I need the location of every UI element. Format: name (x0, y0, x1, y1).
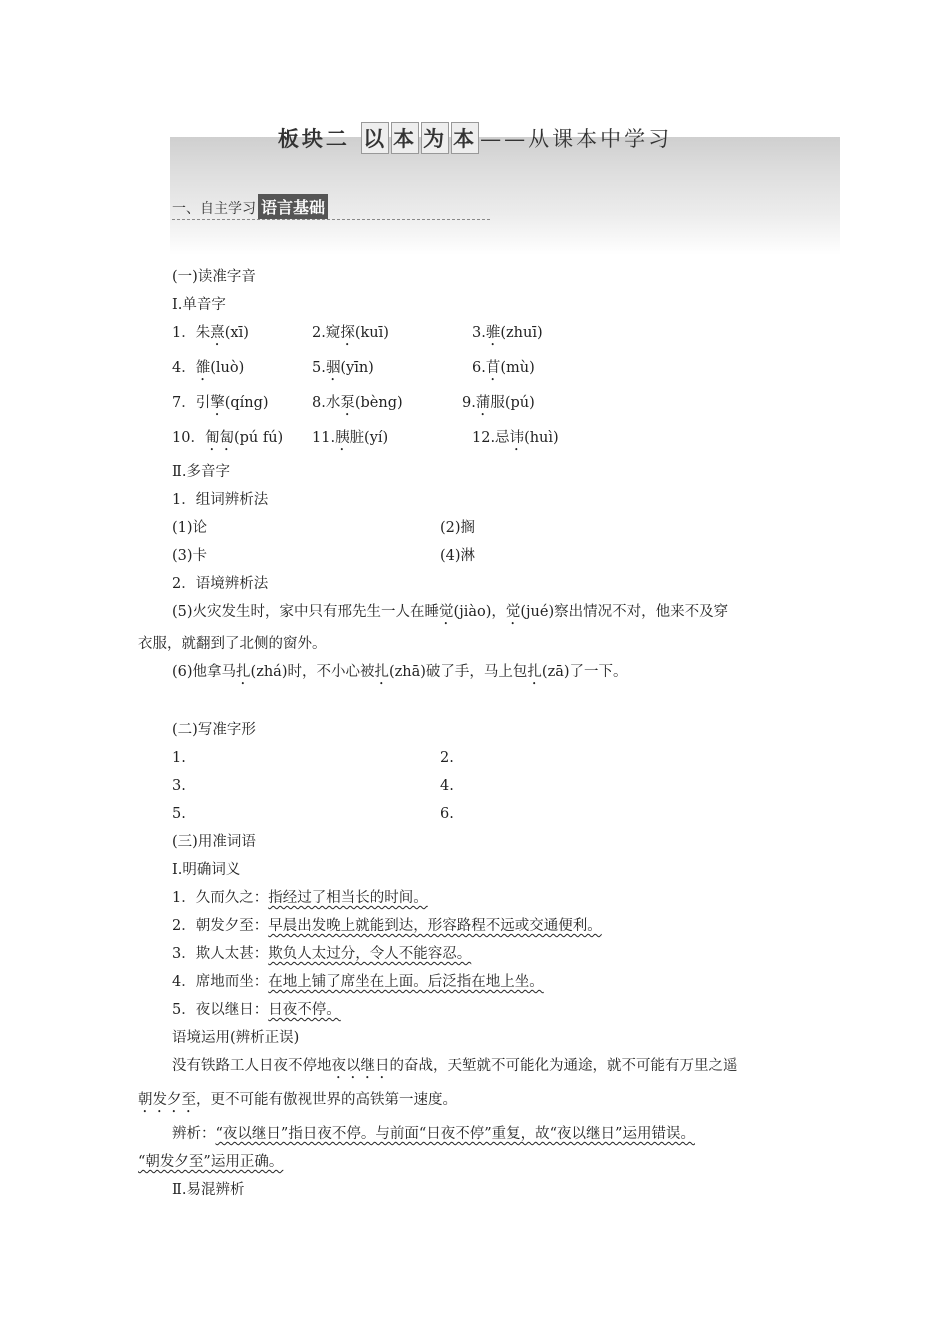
subheading-confusables: Ⅱ.易混辨析 (172, 1182, 245, 1198)
pron-item: 6.苜(mù) (472, 360, 535, 376)
blank-item: 3. (172, 778, 186, 794)
blank-item: 5. (172, 806, 186, 822)
blank-item: 2. (440, 750, 454, 766)
pron-item: 7．引擎(qíng) (172, 395, 269, 411)
definition-item: 4．席地而坐：在地上铺了席坐在上面。后泛指在地上坐。 (172, 974, 544, 990)
word-item: (4)淋 (440, 548, 476, 564)
pron-item: 2.窥探(kuī) (312, 325, 389, 341)
subheading-meaning: Ⅰ.明确词义 (172, 862, 241, 878)
heading-words: (三)用准词语 (172, 834, 256, 850)
definition-item: 3．欺人太甚：欺负人太过分，令人不能容忍。 (172, 946, 472, 962)
heading-pronunciation: (一)读准字音 (172, 269, 256, 285)
context-sentence-6: (6)他拿马扎(zhá)时，不小心被扎(zhā)破了手，马上包扎(zā)了一下。 (172, 664, 628, 680)
context-sentence-5: (5)火灾发生时，家中只有邢先生一人在睡觉(jiào)，觉(jué)察出情况不对，他来不及穿 (172, 604, 729, 620)
usage-sentence-cont: 朝发夕至，更不可能有傲视世界的高铁第一速度。 (138, 1092, 457, 1108)
pron-item: 12.忌讳(huì) (472, 430, 559, 446)
subheading-single: Ⅰ.单音字 (172, 297, 226, 313)
pron-item: 11.胰脏(yí) (312, 430, 389, 446)
pron-item: 5.骃(yīn) (312, 360, 374, 376)
word-item: (1)论 (172, 520, 208, 536)
subheading-multi: Ⅱ.多音字 (172, 464, 230, 480)
usage-sentence: 没有铁路工人日夜不停地夜以继日的奋战，天堑就不可能化为通途，就不可能有万里之遥 (172, 1058, 738, 1074)
usage-heading: 语境运用(辨析正误) (172, 1030, 300, 1046)
section-tag: 语言基础 (258, 194, 328, 219)
definition-item: 1．久而久之：指经过了相当长的时间。 (172, 890, 428, 906)
heading-characters: (二)写准字形 (172, 722, 256, 738)
blank-item: 4. (440, 778, 454, 794)
pron-item: 8.水泵(bèng) (312, 395, 403, 411)
analysis: 辨析：“夜以继日”指日夜不停。与前面“日夜不停”重复，故“夜以继日”运用错误。 (172, 1126, 695, 1142)
definition-item: 2．朝发夕至：早晨出发晚上就能到达，形容路程不远或交通便利。 (172, 918, 602, 934)
page-title: 板块二 以 本 为 本 ——从课本中学习 (0, 122, 950, 154)
pron-item: 4．雒(luò) (172, 360, 245, 376)
definition-item: 5．夜以继日：日夜不停。 (172, 1002, 341, 1018)
pron-item: 1．朱熹(xī) (172, 325, 249, 341)
word-item: (3)卡 (172, 548, 208, 564)
method-1: 1．组词辨析法 (172, 492, 269, 508)
word-item: (2)搁 (440, 520, 476, 536)
method-2: 2．语境辨析法 (172, 576, 269, 592)
pron-item: 10．匍匐(pú fú) (172, 430, 284, 446)
dashed-divider (172, 219, 490, 220)
blank-item: 6. (440, 806, 454, 822)
section-heading: 一、自主学习 语言基础 (172, 194, 328, 219)
pron-item: 9.蒲服(pú) (462, 395, 535, 411)
blank-item: 1. (172, 750, 186, 766)
analysis-cont: “朝发夕至”运用正确。 (138, 1154, 284, 1170)
pron-item: 3.骓(zhuī) (472, 325, 543, 341)
context-sentence-5-cont: 衣服，就翻到了北侧的窗外。 (138, 636, 327, 652)
